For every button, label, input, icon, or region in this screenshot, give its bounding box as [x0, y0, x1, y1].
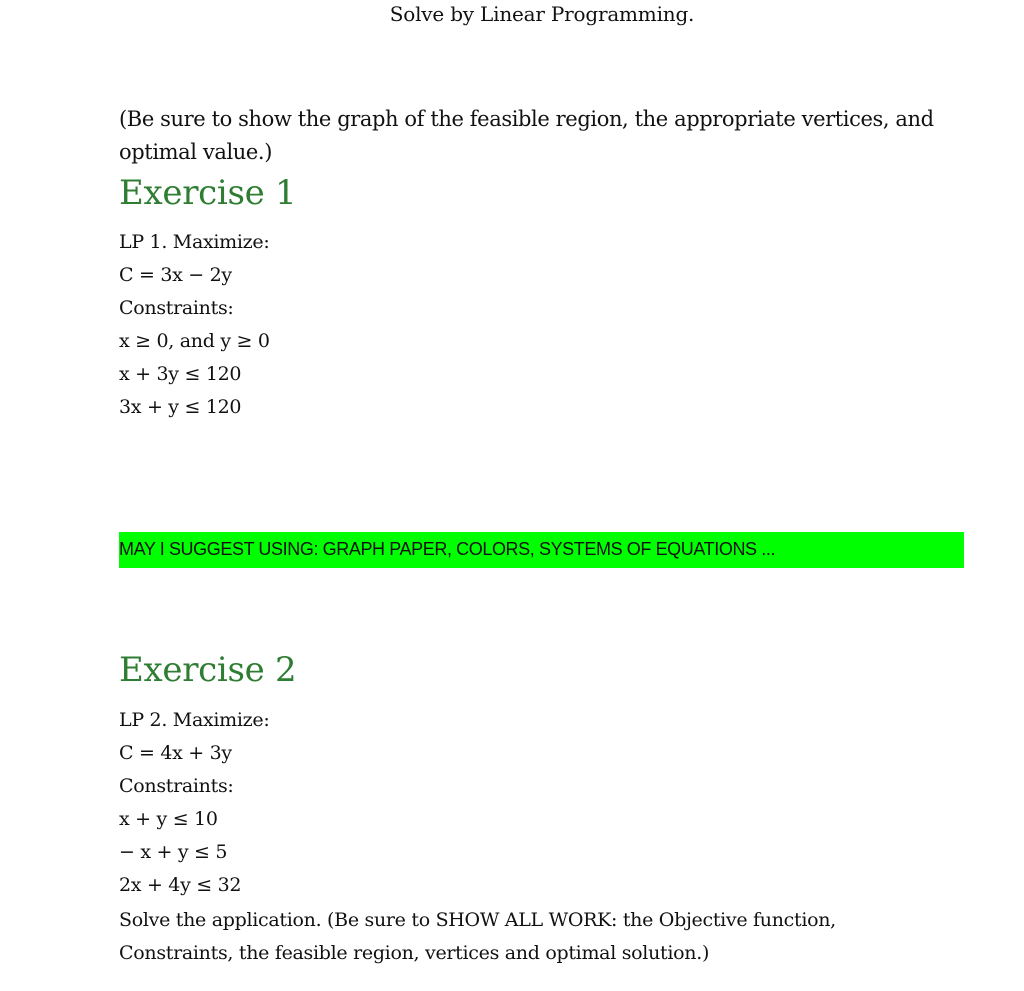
page-title: Solve by Linear Programming.	[389, 2, 695, 26]
exercise-2-objective-function: C = 4x + 3y	[119, 742, 232, 764]
exercise-2-instructions: Solve the application. (Be sure to SHOW ALL WORK: the Objective function, Constraints, the feasible region, vertices and optimal solution.)	[119, 909, 836, 964]
exercise-1-constraint: x + 3y ≤ 120	[119, 363, 242, 385]
exercise-1-objective-label: LP 1. Maximize:	[119, 231, 270, 253]
exercise-2-constraint: − x + y ≤ 5	[119, 841, 228, 863]
exercise-1-problem	[119, 226, 270, 424]
exercise-2-constraint: x + y ≤ 10	[119, 808, 218, 830]
exercise-2-constraints-label: Constraints:	[119, 775, 234, 797]
exercise-2-objective-label: LP 2. Maximize:	[119, 709, 270, 731]
suggestion-highlight: MAY I SUGGEST USING: GRAPH PAPER, COLORS, SYSTEMS OF EQUATIONS ...	[119, 532, 964, 568]
exercise-1-constraint: x ≥ 0, and y ≥ 0	[119, 330, 270, 352]
exercise-2-constraint: 2x + 4y ≤ 32	[119, 874, 242, 896]
exercise-1-objective-function: C = 3x − 2y	[119, 264, 232, 286]
exercise-1-constraint: 3x + y ≤ 120	[119, 396, 242, 418]
exercise-1-constraints-label: Constraints:	[119, 297, 234, 319]
exercise-1-heading: Exercise 1	[119, 173, 297, 213]
exercise-2-problem	[119, 704, 269, 902]
exercise-2-heading: Exercise 2	[119, 650, 297, 690]
instructions-text: (Be sure to show the graph of the feasible region, the appropriate vertices, and optimal value.)	[119, 107, 934, 164]
